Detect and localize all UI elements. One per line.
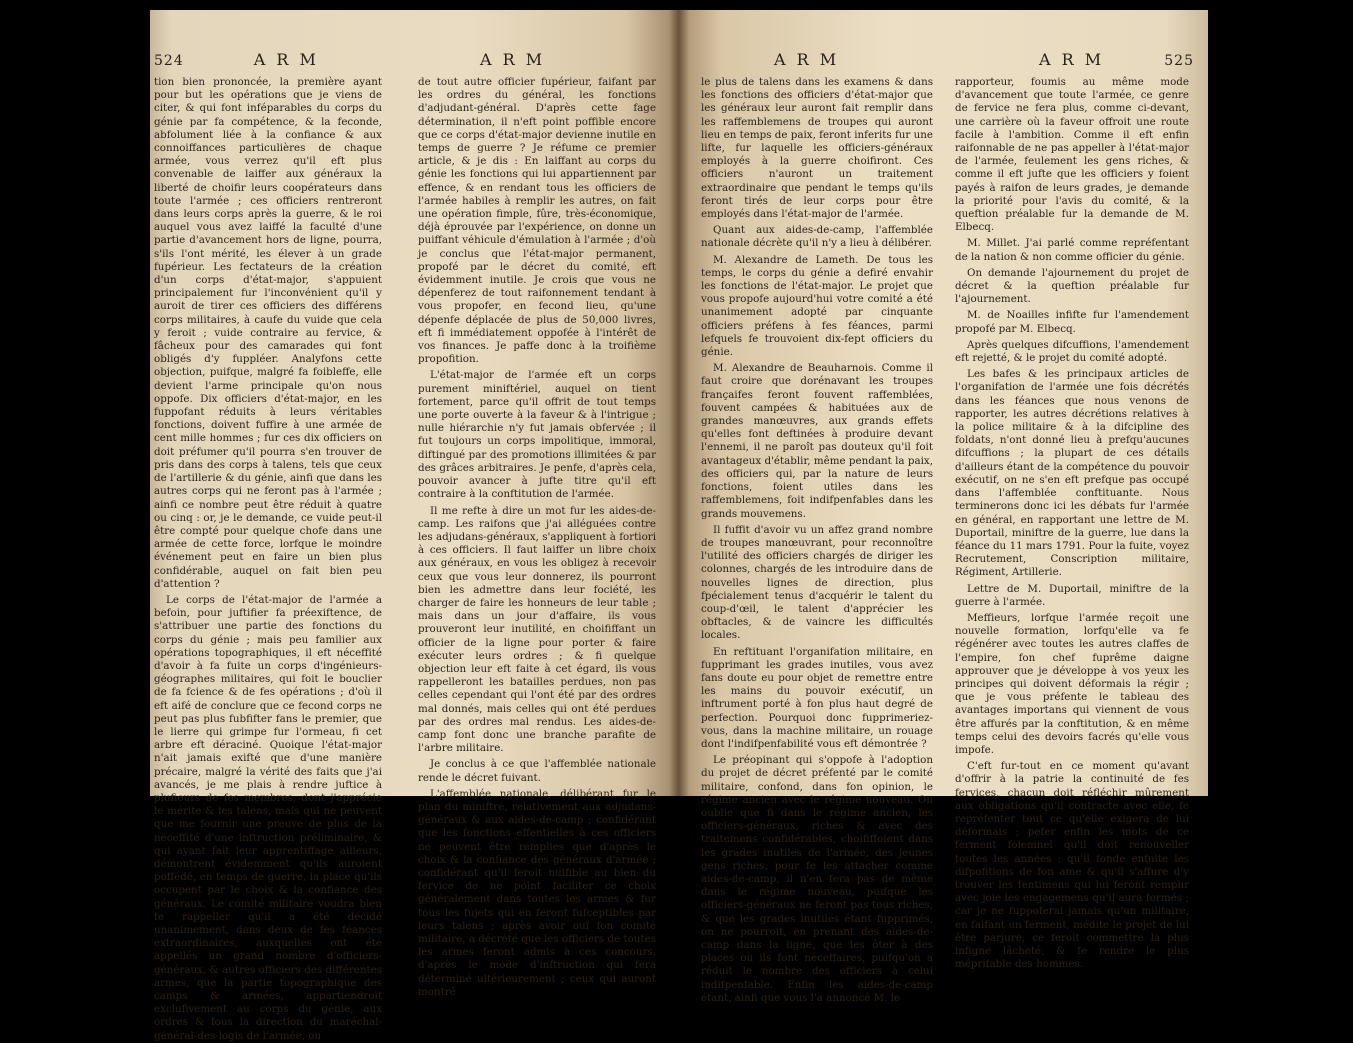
- right-page-column-1: [701, 76, 933, 1004]
- paragraph: Il me refte à dire un mot fur les aides-de-camp. Les raifons que j'ai alléguées contre les adjudans-généraux, s'appliquent à fortiori à ces officiers. Il faut laiffer un libre choix aux généraux, en vous les obligez à recevoir ceux que vous leur donnerez, ils pourront bien les admettre dans leur fociété, les charger de faire les honneurs de leur table ; mais dans un jour d'affaire, ils vous prouveront leur inutilité, en choififfant un officier de la ligne pour porter & faire exécuter leurs ordres ; & fi quelque objection leur eft faite à cet égard, ils vous rappelleront les batailles perdues, non pas celles cependant qui l'ont été par des ordres mal donnés, mais celles qui ont été perdues par des ordres mal rendus. Les aides-de-camp font donc une branche parafite de l'arbre militaire.: [418, 504, 656, 755]
- paragraph: de tout autre officier fupérieur, faifant par les ordres du général, les fonctions d'adjudant-général. D'après cette fage détermination, il n'eft point poffible encore que ce corps d'état-major devienne inutile en temps de guerre ? Je réfume ce premier article, & je dis : En laiffant au corps du génie les fonctions qui lui appartiennent par effence, & en rendant tous les officiers de l'armée habiles à remplir les autres, on fait une opération fimple, fûre, très-économique, déjà éprouvée par l'expérience, on donne un puiffant véhicule d'émulation à l'armée ; d'où je conclus que l'état-major permanent, propofé par le décret du comité, eft évidemment inutile. Je crois que vous ne dépenferez de tout raifonnement tendant à vous propofer, en fecond lieu, qu'une dépenfe déplacée de plus de 50,000 livres, eft fi immédiatement oppofée à l'intérêt de vos finances. Je paffe donc à la troifième propofition.: [418, 76, 656, 366]
- paragraph: M. Alexandre de Lameth. De tous les temps, le corps du génie a defiré envahir les fonctions de l'état-major. Le projet que vous propofe aujourd'hui votre comité a été unanimement adopté par cinquante officiers préfens à fes féances, parmi lefquels fe trouvoient dix-fept officiers du génie.: [701, 253, 933, 359]
- paragraph: M. Millet. J'ai parlé comme repréfentant de la nation & non comme officier du génie.: [955, 237, 1189, 263]
- paragraph: Quant aux aides-de-camp, l'affemblée nationale décrète qu'il n'y a lieu à délibérer.: [701, 224, 933, 250]
- left-running-head-col2: [480, 50, 660, 74]
- right-running-head-col1: [774, 50, 974, 74]
- paragraph: Le corps de l'état-major de l'armée a befoin, pour juftifier fa préexiftence, de s'attribuer une partie des fonctions du corps du génie ; mais peu familier aux opérations topographiques, il eft néceffité d'avoir à fa fuite un corps d'ingénieurs-géographes militaires, qui foit le bouclier de fa fcience & de fes opérations ; d'où il eft aifé de conclure que ce fecond corps ne peut pas plus fubfifter fans le premier, que le lierre qui grimpe fur l'ormeau, fi cet arbre eft déraciné. Quoique l'état-major n'ait jamais exifté que d'une manière précaire, malgré la vérité des faits que j'ai avancés, je me plais à rendre juftice à plufieurs de fes membres, dont j'apprécie le mérite & les talens, mais qui ne peuvent que me fournir une preuve de plus de la néceffité d'une inftruction préliminaire, & qui ayant fait leur apprentiffage ailleurs, démontrent évidemment qu'ils auroient poffédé, en temps de guerre, la place qu'ils occupent par le choix & la confiance des généraux. Le comité militaire voudra bien fe rappeller qu'il a été décidé unanimement, dans deux de fes féances extraordinaires, auxquelles ont été appellés un grand nombre d'officiers-généraux, & autres officiers des différentes armes, que la partie topographique des camps & armées, appartiendroit exclufivement au corps du génie, aux ordres & fous la direction du maréchal-général-des-logis de l'armée, ou: [154, 593, 382, 1042]
- book-gutter: [669, 10, 689, 796]
- left-page-column-2: [418, 76, 656, 998]
- paragraph: tion bien prononcée, la première ayant pour but les opérations que je viens de citer, & qui font inféparables du corps du génie par fa compétence, & la feconde, abfolument liée à la confiance & aux connoiffances particulières de chaque armée, vous verrez qu'il eft plus convenable de laiffer aux généraux la liberté de choifir leurs coopérateurs dans toute l'armée ; ces officiers rentreront dans leurs corps après la guerre, & le roi auquel vous avez laiffé la faculté d'une partie d'avancement hors de ligne, pourra, s'ils l'ont mérité, les élever à un grade fupérieur. Les fectateurs de la création d'un corps d'état-major, s'appuient principalement fur l'inconvénient qu'il y auroit de tirer ces officiers des différens corps militaires, à caufe du vuide que cela y feroit ; vuide contraire au fervice, & fâcheux pour des camarades qui font obligés d'y fuppléer. Analyfons cette objection, puifque, malgré fa foibleffe, elle devient l'arme principale qu'on nous oppofe. Dix officiers d'état-major, en les fuppofant réduits à leurs véritables fonctions, doivent fuffire à une armée de cent mille hommes ; fur ces dix officiers on doit préfumer qu'il pourra s'en trouver de pris dans des corps à talens, tels que ceux de l'artillerie & du génie, ainfi que dans les autres corps qui ne feront pas à l'armée ; ainfi ce nombre peut être réduit à quatre ou cinq : or, je le demande, ce vuide peut-il être compté pour quelque chofe dans une armée de cette force, lorfque le moindre événement peut en faire un bien plus confidérable, auquel on fait bien peu d'attention ?: [154, 76, 382, 590]
- left-page-column-1: [154, 76, 382, 1042]
- paragraph: L'état-major de l'armée eft un corps purement miniftériel, auquel on tient fortement, parce qu'il offrit de tout temps une porte ouverte à la faveur & à l'intrigue ; nulle hiérarchie n'y fut jamais obfervée ; il fut toujours un corps impolitique, immoral, diftingué par des promotions illimitées & par des grâces arbitraires. Je penfe, d'après cela, pouvoir avancer à jufte titre qu'il eft contraire à la conftitution de l'armée.: [418, 369, 656, 501]
- paragraph: Il fuffit d'avoir vu un affez grand nombre de troupes manœuvrant, pour reconnoître l'utilité des officiers chargés de diriger les colonnes, chargés de les introduire dans de nouvelles lignes de direction, plus fpécialement tenus d'acquérir le talent du coup-d'œil, le talent d'apprécier les obftacles, & de vaincre les difficultés locales.: [701, 523, 933, 642]
- open-book: [150, 10, 1208, 1042]
- paragraph: le plus de talens dans les examens & dans les fonctions des officiers d'état-major que les généraux leur auront fait remplir dans les raffemblemens de troupes qui auront lieu en temps de paix, feront inferits fur une lifte, fur laquelle les officiers-généraux employés à la guerre choifiront. Ces officiers n'auront un traitement extraordinaire que pendant le temps qu'ils feront tirés de leur corps pour être employés dans l'état-major de l'armée.: [701, 76, 933, 221]
- paragraph: Je conclus à ce que l'affemblée nationale rende le décret fuivant.: [418, 758, 656, 784]
- paragraph: En reftituant l'organifation militaire, en fupprimant les grades inutiles, vous avez fans doute eu pour objet de remettre entre les mains du pouvoir exécutif, un inftrument porté à fon plus haut degré de perfection. Pourquoi donc fupprimeriez-vous, dans la machine militaire, un rouage dont l'indifpenfabilité vous eft démontrée ?: [701, 645, 933, 750]
- left-running-head-col1: [154, 50, 404, 74]
- paragraph: C'eft fur-tout en ce moment qu'avant d'offrir à la patrie la continuité de fes fervices, chacun doit réfléchir mûrement aux obligations qu'il contracte avec elle, fe repréfenter tout ce qu'elle exigera de lui déformais ; pefer enfin les mots de ce ferment folemnel qu'il doit renouveller toutes les années : qu'il fonde enfuite les difpofitions de fon ame & qu'il s'affure d'y trouver les fentimens qui lui feront remplir avec joie les engagemens qu'il aura formés ; car je ne fuppoferai jamais qu'un militaire, en faifant un ferment, médite le projet de lui être parjure, ce feroit commettre la plus infigne lâcheté, & fe rendre le plus méprifable des hommes.: [955, 760, 1189, 971]
- right-running-head-col2: [979, 50, 1194, 74]
- paragraph: M. Alexandre de Beauharnois. Comme il faut croire que dorénavant les troupes françaifes feront fouvent raffemblées, fouvent campées & habituées aux de grandes manœuvres, aux grands effets qu'elles font deftinées à produire devant l'ennemi, il ne paroît pas douteux qu'il foit avantageux d'établir, même pendant la paix, des officiers qui, par la nature de leurs fonctions, foient utiles dans les raffemblemens, foit indifpenfables dans les grands mouvemens.: [701, 362, 933, 520]
- right-page-column-2: [955, 76, 1189, 971]
- paragraph: On demande l'ajournement du projet de décret & la queftion préalable fur l'ajournement.: [955, 266, 1189, 306]
- paragraph: Le préopinant qui s'oppofe à l'adoption du projet de décret préfenté par le comité militaire, confond, dans fon opinion, le régime ancien avec le régime nouveau. On oublie que fi dans le régime ancien, les officiers-généraux, riches & avec des traitemens confidérables, choififfoient dans les grades inutiles de l'armée, des jeunes gens riches, pour fe les attacher comme aides-de-camp, il n'en fera pas de même dans le régime nouveau, puifque les officiers-généraux ne feront pas tous riches, & que les grades inutiles étant fupprimés, on ne pourroit, en prenant des aides-de-camp dans la ligne, que les ôter à des places où ils font néceffaires, puifqu'on a réduit le nombre des officiers à celui indifpenfable. Enfin les aides-de-camp étant, ainfi que vous l'a annoncé M. le: [701, 754, 933, 1004]
- paragraph: rapporteur, foumis au même mode d'avancement que toute l'armée, ce genre de fervice ne fera plus, comme ci-devant, une carrière où la faveur offroit une route facile à l'ambition. Comme il eft enfin raifonnable de ne pas appeller à l'état-major de l'armée, feulement les gens riches, & comme il eft jufte que les officiers y foient payés à raifon de leurs grades, je demande la priorité pour l'avis du comité, & la queftion préalable fur la demande de M. Elbecq.: [955, 76, 1189, 234]
- paragraph: M. de Noailles infifte fur l'amendement propofé par M. Elbecq.: [955, 309, 1189, 335]
- paragraph: Lettre de M. Duportail, miniftre de la guerre à l'armée.: [955, 582, 1189, 608]
- page-number-left: 524: [154, 53, 184, 69]
- running-head-title: A R M: [1039, 50, 1105, 69]
- right-page: [679, 10, 1208, 1004]
- running-head-title: A R M: [480, 50, 546, 69]
- paragraph: Les bafes & les principaux articles de l'organifation de l'armée une fois décrétés dans les féances que nous venons de rapporter, les autres décrétions relatives à la police militaire & à la difcipline des foldats, n'ont donné lieu à prefqu'aucunes difcuffions ; la plupart de ces détails d'ailleurs étant de la compétence du pouvoir exécutif, on ne s'en eft prefque pas occupé dans l'affemblée conftituante. Nous terminerons donc ici les débats fur l'armée en général, en rapportant une lettre de M. Duportail, miniftre de la guerre, lue dans la féance du 11 mars 1791. Pour la fuite, voyez Recrutement, Conscription militaire, Régiment, Artillerie.: [955, 368, 1189, 579]
- page-number-right: 525: [1164, 53, 1194, 69]
- paragraph: L'affemblée nationale, délibérant fur le plan du miniftre, relativement aux adjudans-généraux & aux aides-de-camp ; confidérant que les fonctions effentielles à ces officiers ne peuvent être remplies que d'après le choix & la confiance des généraux d'armée ; confidérant qu'il feroit nuifible au bien du fervice de ne point faciliter ce choix généralement dans toutes les armes & fur tous les fujets qui en feront fufceptibles par leurs talens ; après avoir ouï fon comité militaire, a décrété que les officiers de toutes les armes feront admis à ces concours, d'après le mode d'inftruction qui fera déterminé ultérieurement ; ceux qui auront montré: [418, 787, 656, 998]
- running-head-title: A R M: [774, 50, 840, 69]
- paragraph: Après quelques difcuffions, l'amendement eft rejetté, & le projet du comité adopté.: [955, 338, 1189, 365]
- paragraph: Meffieurs, lorfque l'armée reçoit une nouvelle formation, lorfqu'elle va fe régénérer avec toutes les autres claffes de l'empire, fon chef fuprême daigne approuver que je développe à vos yeux les principes qui doivent déformais la régir ; que je vous préfente le tableau des avantages importans qui viennent de vous être affurés par la conftitution, & en même temps celui des devoirs facrés qu'elle vous impofe.: [955, 611, 1189, 756]
- left-page: [150, 10, 679, 1042]
- running-head-title: A R M: [253, 50, 319, 69]
